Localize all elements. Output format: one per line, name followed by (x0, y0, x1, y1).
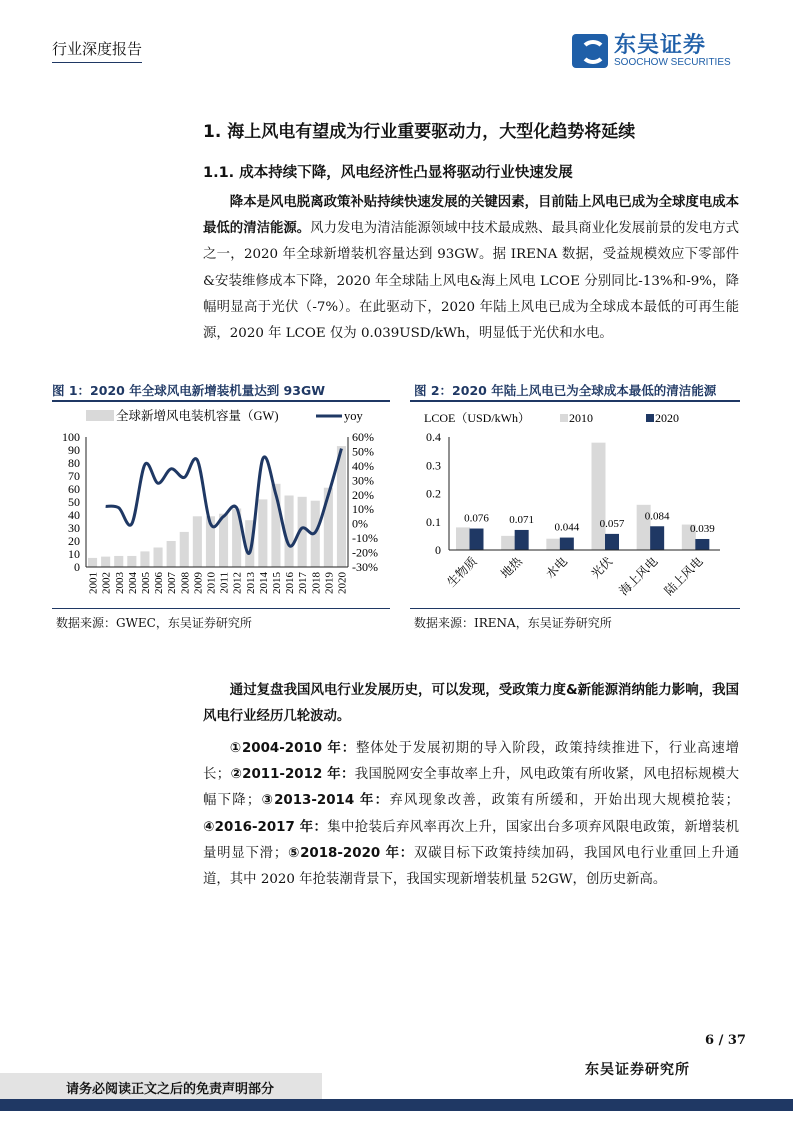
right-tick-label: 20% (352, 487, 374, 502)
paragraph-2 (203, 678, 739, 730)
bar-capacity (180, 532, 189, 567)
y-tick-label: 0.3 (426, 458, 441, 473)
left-tick-label: 10 (68, 547, 80, 561)
legend-swatch-capacity (86, 410, 114, 421)
report-type-label: 行业深度报告 (52, 38, 142, 63)
x-tick-label: 2013 (244, 572, 257, 594)
period-4-label: ④2016-2017 年： (203, 819, 328, 835)
legend-label-capacity: 全球新增风电装机容量（GW) (116, 409, 279, 423)
right-tick-label: 40% (352, 458, 374, 473)
bar-capacity (154, 548, 163, 568)
paragraph-1 (203, 190, 739, 347)
logo-mark-icon (572, 34, 608, 68)
data-label: 0.057 (599, 517, 625, 530)
y-axis-title: LCOE（USD/kWh） (424, 411, 530, 425)
x-tick-label: 2019 (323, 572, 336, 594)
period-3-text: 弃风现象改善，政策有所缓和，开始出现大规模抢装； (389, 793, 740, 809)
period-5-text: 双碳目标下政策持续加码，我国风电行业重回上升通道，其中 2020 年抢装潮背景下，我国实现新增装机量 52GW，创历史新高。 (203, 845, 739, 888)
left-tick-label: 40 (68, 508, 80, 522)
paragraph-2-bold: 通过复盘我国风电行业发展历史，可以发现，受政策力度&新能源消纳能力影响，我国风电行业经历几轮波动。 (203, 683, 739, 725)
data-label: 0.071 (509, 513, 535, 526)
legend-swatch-2010 (560, 414, 568, 422)
x-tick-label: 生物质 (444, 554, 480, 590)
bar-capacity (167, 541, 176, 567)
bar-2020 (695, 539, 709, 550)
x-tick-label: 海上风电 (616, 554, 661, 599)
figure-1-source: 数据来源：GWEC，东吴证券研究所 (56, 616, 252, 630)
right-tick-label: -30% (352, 560, 378, 574)
x-tick-label: 2007 (166, 572, 179, 594)
disclaimer-note: 请务必阅读正文之后的免责声明部分 (0, 1073, 322, 1099)
right-tick-label: -20% (352, 545, 378, 560)
paragraph-3 (203, 736, 739, 893)
bar-capacity (127, 556, 136, 567)
period-2-text: 我国脱网安全事故率上升，风电政策有所收紧，风电招标规模大幅下降； (203, 767, 740, 809)
period-3-label: ③2013-2014 年： (260, 793, 390, 809)
footer-bar (0, 1099, 793, 1111)
paragraph-1-text: 风力发电为清洁能源领域中技术最成熟、最具商业化发展前景的发电方式之一，2020 年全球新增装机容量达到 93GW。据 IRENA 数据，受益规模效应下零部件&安装维修成本下降，2020 年全球陆上风电&海上风电 LCOE 分别同比-13%和-9%，降幅明显高于光伏（-7%）。在此驱动下，2020 年陆上风电已成为全球成本最低的可再生能源，2020 年 LCOE 仅为 0.039USD/kWh，明显低于光伏和水电。 (203, 221, 739, 342)
x-tick-label: 2011 (218, 572, 231, 594)
legend-label-2020: 2020 (655, 411, 679, 425)
left-tick-label: 80 (68, 456, 80, 470)
bar-capacity (193, 516, 202, 567)
x-tick-label: 陆上风电 (661, 554, 706, 599)
legend-swatch-2020 (646, 414, 654, 422)
footer-org: 东吴证券研究所 (585, 1062, 690, 1078)
figure-2-frame (410, 400, 740, 609)
x-tick-label: 2017 (297, 572, 310, 594)
left-tick-label: 20 (68, 534, 80, 548)
x-tick-label: 2016 (284, 572, 297, 594)
x-tick-label: 2004 (126, 572, 139, 594)
x-tick-label: 2010 (205, 572, 218, 594)
figure-2-source: 数据来源：IRENA，东吴证券研究所 (414, 616, 612, 630)
x-tick-label: 水电 (543, 554, 571, 582)
x-tick-label: 地热 (497, 554, 525, 582)
period-2-label: ②2011-2012 年： (230, 767, 355, 783)
x-tick-label: 2009 (192, 572, 205, 594)
right-tick-label: 60% (352, 430, 374, 444)
page-number: 6 / 37 (705, 1033, 746, 1048)
figure-1-frame (52, 400, 390, 609)
period-4-text: 集中抢装后弃风率再次上升，国家出台多项弃风限电政策，新增装机量明显下滑； (203, 819, 739, 861)
data-label: 0.084 (644, 510, 670, 523)
left-tick-label: 0 (74, 560, 80, 574)
bar-capacity (140, 551, 149, 567)
x-tick-label: 2008 (179, 572, 192, 594)
right-tick-label: 0% (352, 516, 368, 531)
data-label: 0.076 (464, 512, 489, 525)
data-label: 0.039 (689, 522, 715, 535)
x-tick-label: 2002 (100, 572, 113, 594)
bar-2010 (546, 539, 560, 550)
x-tick-label: 2003 (113, 572, 126, 594)
x-tick-label: 2014 (257, 572, 270, 594)
right-tick-label: 30% (352, 473, 374, 488)
right-tick-label: -10% (352, 531, 378, 546)
bar-2020 (560, 538, 574, 550)
x-tick-label: 2020 (336, 572, 349, 594)
period-1-text: 整体处于发展初期的导入阶段，政策持续推进下，行业高速增长； (203, 741, 739, 783)
data-label: 0.044 (554, 521, 580, 534)
x-tick-label: 2006 (153, 572, 166, 594)
company-logo (572, 34, 731, 68)
x-tick-label: 2015 (270, 572, 283, 594)
y-tick-label: 0.4 (426, 430, 441, 444)
bar-2020 (650, 526, 664, 550)
left-tick-label: 70 (68, 469, 80, 483)
left-tick-label: 100 (62, 430, 80, 444)
left-tick-label: 90 (68, 443, 80, 457)
figure-1-title: 图 1：2020 年全球风电新增装机量达到 93GW (52, 383, 325, 398)
x-tick-label: 2012 (231, 572, 244, 594)
y-tick-label: 0.1 (426, 514, 441, 529)
x-tick-label: 2018 (310, 572, 323, 594)
logo-cn: 东吴证券 (614, 32, 707, 58)
bar-2020 (470, 529, 484, 550)
bar-2010 (592, 443, 606, 550)
section-title: 1. 海上风电有望成为行业重要驱动力，大型化趋势将延续 (203, 122, 636, 142)
section-subtitle: 1.1. 成本持续下降，风电经济性凸显将驱动行业快速发展 (203, 165, 573, 181)
x-tick-label: 2001 (87, 572, 100, 594)
figure-2-chart (410, 402, 740, 607)
legend-label-2010: 2010 (569, 411, 593, 425)
logo-en: SOOCHOW SECURITIES (614, 56, 731, 68)
right-tick-label: 10% (352, 502, 374, 517)
period-1-label: ①2004-2010 年： (229, 741, 356, 756)
paragraph-1-bold: 降本是风电脱离政策补贴持续快速发展的关键因素，目前陆上风电已成为全球度电成本最低的清洁能源。 (203, 195, 739, 237)
y-tick-label: 0 (435, 543, 441, 557)
bar-capacity (101, 557, 110, 567)
figure-1-chart (52, 402, 390, 607)
x-tick-label: 2005 (139, 572, 152, 594)
left-tick-label: 50 (68, 495, 80, 509)
x-tick-label: 光伏 (588, 554, 616, 582)
bar-capacity (88, 558, 97, 567)
bar-2020 (515, 530, 529, 550)
bar-capacity (114, 556, 123, 567)
period-5-label: ⑤2018-2020 年： (287, 845, 414, 861)
legend-label-yoy: yoy (344, 409, 363, 423)
left-tick-label: 30 (68, 521, 80, 535)
bar-2010 (456, 527, 470, 550)
figure-2-title: 图 2：2020 年陆上风电已为全球成本最低的清洁能源 (414, 383, 717, 398)
left-tick-label: 60 (68, 482, 80, 496)
bar-2010 (501, 536, 515, 550)
y-tick-label: 0.2 (426, 486, 441, 501)
bar-2020 (605, 534, 619, 550)
bar-capacity (258, 499, 267, 567)
right-tick-label: 50% (352, 444, 374, 459)
